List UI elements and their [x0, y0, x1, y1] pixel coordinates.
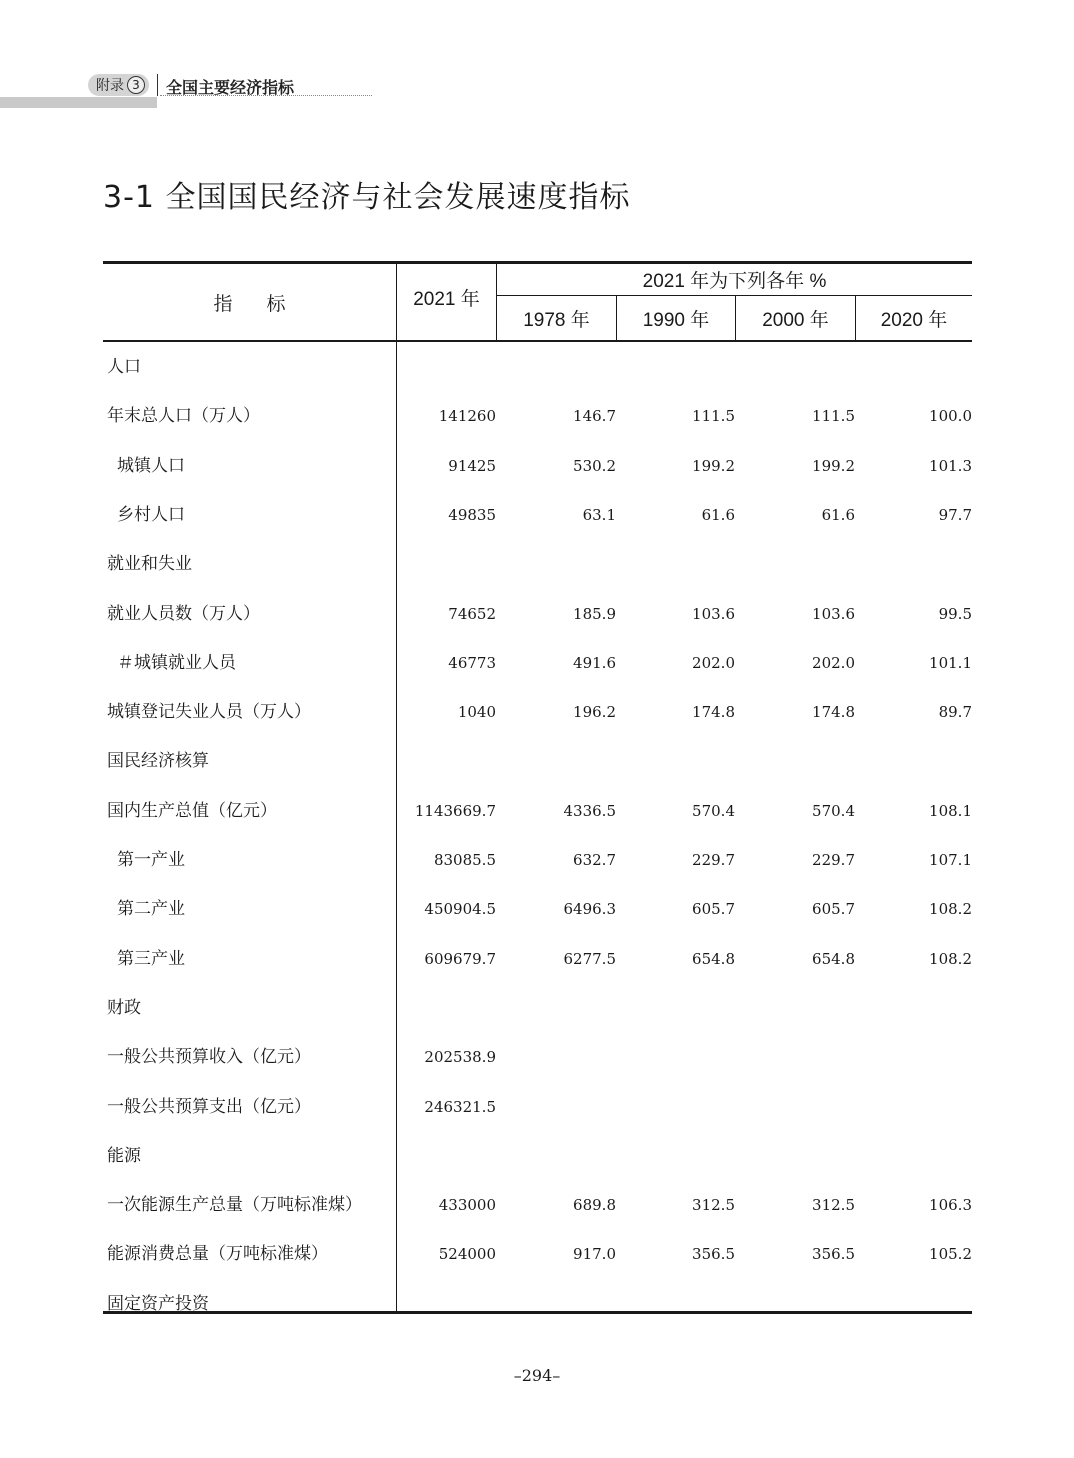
row-label: 固定资产投资: [107, 1294, 209, 1314]
table-row: [103, 549, 972, 579]
row-value: 108.1: [929, 802, 972, 820]
year-2021-header: 2021 年: [413, 288, 480, 310]
header-bottom-rule: [103, 340, 972, 342]
page-number: –294–: [513, 1366, 561, 1385]
row-label: 财政: [107, 998, 141, 1018]
subcol-2000-header: 2000 年: [762, 309, 829, 331]
row-value: 917.0: [573, 1245, 616, 1263]
row-value: 609679.7: [424, 950, 496, 968]
row-value: 433000: [438, 1196, 496, 1214]
row-value: 101.3: [929, 457, 972, 475]
row-value: 654.8: [692, 950, 735, 968]
row-value: 91425: [448, 457, 496, 475]
subcol-1990-header: 1990 年: [642, 309, 710, 331]
row-value: 108.2: [929, 950, 972, 968]
row-value: 570.4: [692, 802, 735, 820]
row-label: ＃城镇就业人员: [117, 653, 236, 673]
row-label: 一次能源生产总量（万吨标准煤）: [107, 1195, 362, 1215]
row-value: 185.9: [573, 605, 616, 623]
row-value: 141260: [438, 407, 496, 425]
row-value: 107.1: [929, 851, 972, 869]
row-value: 1143669.7: [414, 802, 496, 820]
row-value: 530.2: [573, 457, 616, 475]
row-label: 第一产业: [117, 850, 185, 870]
row-value: 74652: [448, 605, 496, 623]
table-row: [103, 697, 972, 727]
row-label: 一般公共预算支出（亿元）: [107, 1097, 311, 1117]
row-value: 524000: [438, 1245, 496, 1263]
row-value: 570.4: [812, 802, 855, 820]
table-row: [103, 648, 972, 678]
row-value: 4336.5: [563, 802, 616, 820]
appendix-number: 3: [127, 76, 145, 94]
row-value: 199.2: [692, 457, 735, 475]
section-title: 全国主要经济指标: [166, 78, 295, 97]
row-value: 196.2: [573, 703, 616, 721]
subcol-2020-header: 2020 年: [880, 309, 948, 331]
row-value: 654.8: [812, 950, 855, 968]
row-value: 229.7: [812, 851, 855, 869]
row-value: 111.5: [812, 407, 855, 425]
row-value: 202538.9: [424, 1048, 496, 1066]
row-label: 城镇登记失业人员（万人）: [107, 702, 311, 722]
indicator-header: 指标: [213, 293, 320, 315]
row-value: 89.7: [938, 703, 972, 721]
table-row: [103, 796, 972, 826]
row-value: 632.7: [573, 851, 616, 869]
row-value: 146.7: [573, 407, 616, 425]
row-value: 61.6: [821, 506, 855, 524]
row-label: 第三产业: [117, 949, 185, 969]
row-value: 491.6: [573, 654, 616, 672]
row-value: 174.8: [812, 703, 855, 721]
row-label: 年末总人口（万人）: [107, 406, 260, 426]
table-row: [103, 1042, 972, 1072]
row-value: 605.7: [812, 900, 855, 918]
table-row: [103, 1289, 972, 1319]
table-row: [103, 352, 972, 382]
row-value: 108.2: [929, 900, 972, 918]
row-value: 105.2: [929, 1245, 972, 1263]
header-bar: [0, 97, 157, 108]
row-value: 101.1: [929, 654, 972, 672]
table-row: [103, 1239, 972, 1269]
table-row: [103, 845, 972, 875]
row-value: 6277.5: [563, 950, 616, 968]
row-value: 46773: [448, 654, 496, 672]
row-value: 49835: [448, 506, 496, 524]
row-value: 99.5: [938, 605, 972, 623]
row-value: 199.2: [812, 457, 855, 475]
row-value: 229.7: [692, 851, 735, 869]
row-label: 城镇人口: [117, 456, 185, 476]
row-value: 97.7: [938, 506, 972, 524]
row-value: 111.5: [692, 407, 735, 425]
table-row: [103, 746, 972, 776]
row-label: 一般公共预算收入（亿元）: [107, 1047, 311, 1067]
row-value: 246321.5: [424, 1098, 496, 1116]
table-row: [103, 944, 972, 974]
page-title: 3-1 全国国民经济与社会发展速度指标: [103, 180, 631, 215]
row-value: 450904.5: [424, 900, 496, 918]
table-row: [103, 1190, 972, 1220]
row-value: 100.0: [929, 407, 972, 425]
row-value: 605.7: [692, 900, 735, 918]
header-dotted-line: [160, 95, 372, 96]
row-label: 国民经济核算: [107, 751, 209, 771]
row-value: 103.6: [692, 605, 735, 623]
appendix-label: 附录: [96, 78, 124, 94]
row-label: 人口: [107, 357, 141, 377]
row-value: 202.0: [812, 654, 855, 672]
row-label: 第二产业: [117, 899, 185, 919]
row-value: 202.0: [692, 654, 735, 672]
appendix-badge: [88, 74, 149, 96]
row-value: 174.8: [692, 703, 735, 721]
table-row: [103, 451, 972, 481]
row-label: 就业人员数（万人）: [107, 604, 260, 624]
row-value: 689.8: [573, 1196, 616, 1214]
table-row: [103, 401, 972, 431]
row-label: 乡村人口: [117, 505, 185, 525]
row-value: 356.5: [812, 1245, 855, 1263]
row-value: 312.5: [812, 1196, 855, 1214]
row-value: 103.6: [812, 605, 855, 623]
row-value: 312.5: [692, 1196, 735, 1214]
header-separator: [157, 74, 158, 96]
table-row: [103, 599, 972, 629]
row-label: 国内生产总值（亿元）: [107, 801, 277, 821]
row-value: 1040: [457, 703, 496, 721]
row-value: 6496.3: [563, 900, 616, 918]
comparison-group-header: 2021 年为下列各年 %: [642, 271, 827, 292]
subcol-1978-header: 1978 年: [523, 309, 590, 331]
row-value: 63.1: [582, 506, 616, 524]
row-value: 356.5: [692, 1245, 735, 1263]
table-row: [103, 993, 972, 1023]
table-row: [103, 1141, 972, 1171]
row-label: 能源消费总量（万吨标准煤）: [107, 1244, 328, 1264]
table-row: [103, 894, 972, 924]
row-value: 61.6: [701, 506, 735, 524]
row-label: 能源: [107, 1146, 141, 1166]
row-label: 就业和失业: [107, 554, 192, 574]
table-row: [103, 1092, 972, 1122]
table-row: [103, 500, 972, 530]
row-value: 106.3: [929, 1196, 972, 1214]
row-value: 83085.5: [433, 851, 496, 869]
